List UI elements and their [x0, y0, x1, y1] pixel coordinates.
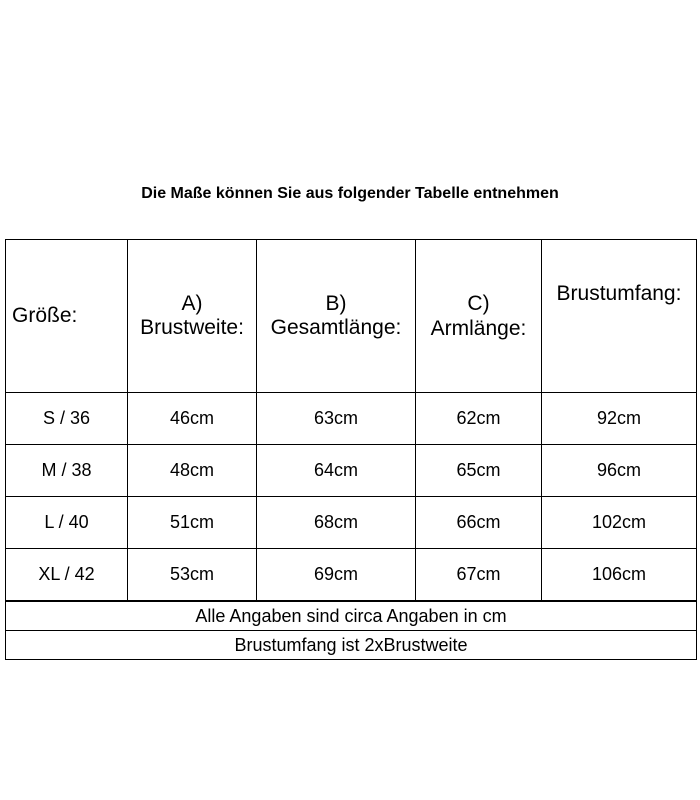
header-chest-circumference-label: Brustumfang:	[556, 282, 682, 305]
header-size-label: Größe:	[12, 304, 78, 327]
header-chest-width-letter: A)	[181, 292, 203, 315]
header-chest-width-label: Brustweite:	[140, 316, 244, 339]
header-arm-length	[416, 240, 542, 393]
header-chest-width	[128, 240, 257, 393]
header-size	[6, 240, 128, 393]
cell-chest-circumference: 106cm	[542, 549, 697, 602]
note-row	[6, 631, 697, 660]
note-chest-circumference: Brustumfang ist 2xBrustweite	[6, 631, 697, 660]
cell-chest-width: 46cm	[128, 393, 257, 445]
header-total-length-letter: B)	[325, 292, 347, 315]
cell-size: L / 40	[6, 497, 128, 549]
note-approximate: Alle Angaben sind circa Angaben in cm	[6, 601, 697, 631]
cell-chest-width: 48cm	[128, 445, 257, 497]
cell-chest-circumference: 102cm	[542, 497, 697, 549]
cell-size: XL / 42	[6, 549, 128, 602]
header-arm-length-label: Armlänge:	[430, 317, 527, 340]
note-row	[6, 601, 697, 631]
size-table	[5, 239, 697, 660]
page-title: Die Maße können Sie aus folgender Tabelle entnehmen	[141, 185, 559, 202]
cell-chest-circumference: 92cm	[542, 393, 697, 445]
cell-arm-length: 62cm	[416, 393, 542, 445]
cell-chest-circumference: 96cm	[542, 445, 697, 497]
header-arm-length-letter: C)	[467, 292, 490, 315]
cell-total-length: 68cm	[257, 497, 416, 549]
cell-total-length: 69cm	[257, 549, 416, 602]
table-row	[6, 445, 697, 497]
cell-chest-width: 51cm	[128, 497, 257, 549]
table-row	[6, 497, 697, 549]
cell-arm-length: 66cm	[416, 497, 542, 549]
header-total-length-label: Gesamtlänge:	[270, 316, 402, 339]
cell-size: S / 36	[6, 393, 128, 445]
header-chest-circumference	[542, 240, 697, 393]
header-total-length	[257, 240, 416, 393]
cell-size: M / 38	[6, 445, 128, 497]
table-header-row	[6, 240, 697, 393]
table-row	[6, 549, 697, 602]
table-row	[6, 393, 697, 445]
cell-total-length: 64cm	[257, 445, 416, 497]
cell-arm-length: 67cm	[416, 549, 542, 602]
cell-total-length: 63cm	[257, 393, 416, 445]
cell-arm-length: 65cm	[416, 445, 542, 497]
cell-chest-width: 53cm	[128, 549, 257, 602]
